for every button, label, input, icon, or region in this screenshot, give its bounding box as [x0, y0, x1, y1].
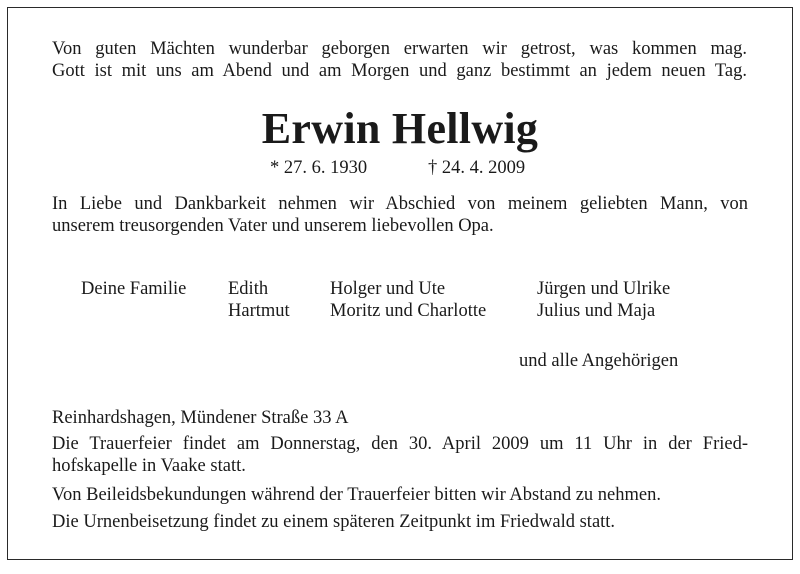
farewell-text — [52, 193, 748, 237]
family-column-3 — [537, 278, 670, 322]
condolences-note: Von Beileidsbekundungen während der Trauerfeier bitten wir Abstand zu nehmen. — [52, 485, 661, 505]
family-column-2 — [330, 278, 486, 322]
motto-line-2: Gott ist mit uns am Abend und am Morgen und ganz bestimmt an jedem neuen Tag. — [52, 61, 747, 81]
funeral-info — [52, 433, 748, 477]
family-member: Holger und Ute — [330, 279, 446, 299]
farewell-line-1: In Liebe und Dankbarkeit nehmen wir Abschied von meinem geliebten Mann, von — [52, 194, 748, 214]
family-member: Moritz und Charlotte — [330, 301, 487, 321]
funeral-line-2: hofskapelle in Vaake statt. — [52, 456, 246, 476]
motto — [52, 38, 747, 82]
family-label: Deine Familie — [81, 279, 187, 299]
farewell-line-2: unserem treusorgenden Vater und unserem liebevollen Opa. — [52, 216, 494, 236]
family-member: Hartmut — [228, 301, 290, 321]
deceased-name: Erwin Hellwig — [261, 104, 539, 153]
burial-note: Die Urnenbeisetzung findet zu einem späteren Zeitpunkt im Friedwald statt. — [52, 512, 616, 532]
birth-date: * 27. 6. 1930 — [270, 158, 368, 178]
obituary-notice — [7, 7, 793, 560]
family-member: Edith — [228, 279, 269, 299]
death-date: † 24. 4. 2009 — [428, 158, 526, 178]
address: Reinhardshagen, Mündener Straße 33 A — [52, 408, 349, 428]
motto-line-1: Von guten Mächten wunderbar geborgen erwarten wir getrost, was kommen mag. — [52, 39, 747, 59]
funeral-line-1: Die Trauerfeier findet am Donnerstag, den 30. April 2009 um 11 Uhr in der Fried- — [52, 434, 748, 454]
relatives-line: und alle Angehörigen — [519, 351, 679, 371]
family-member: Jürgen und Ulrike — [537, 279, 671, 299]
family-member: Julius und Maja — [537, 301, 656, 321]
family-column-1 — [228, 278, 290, 322]
